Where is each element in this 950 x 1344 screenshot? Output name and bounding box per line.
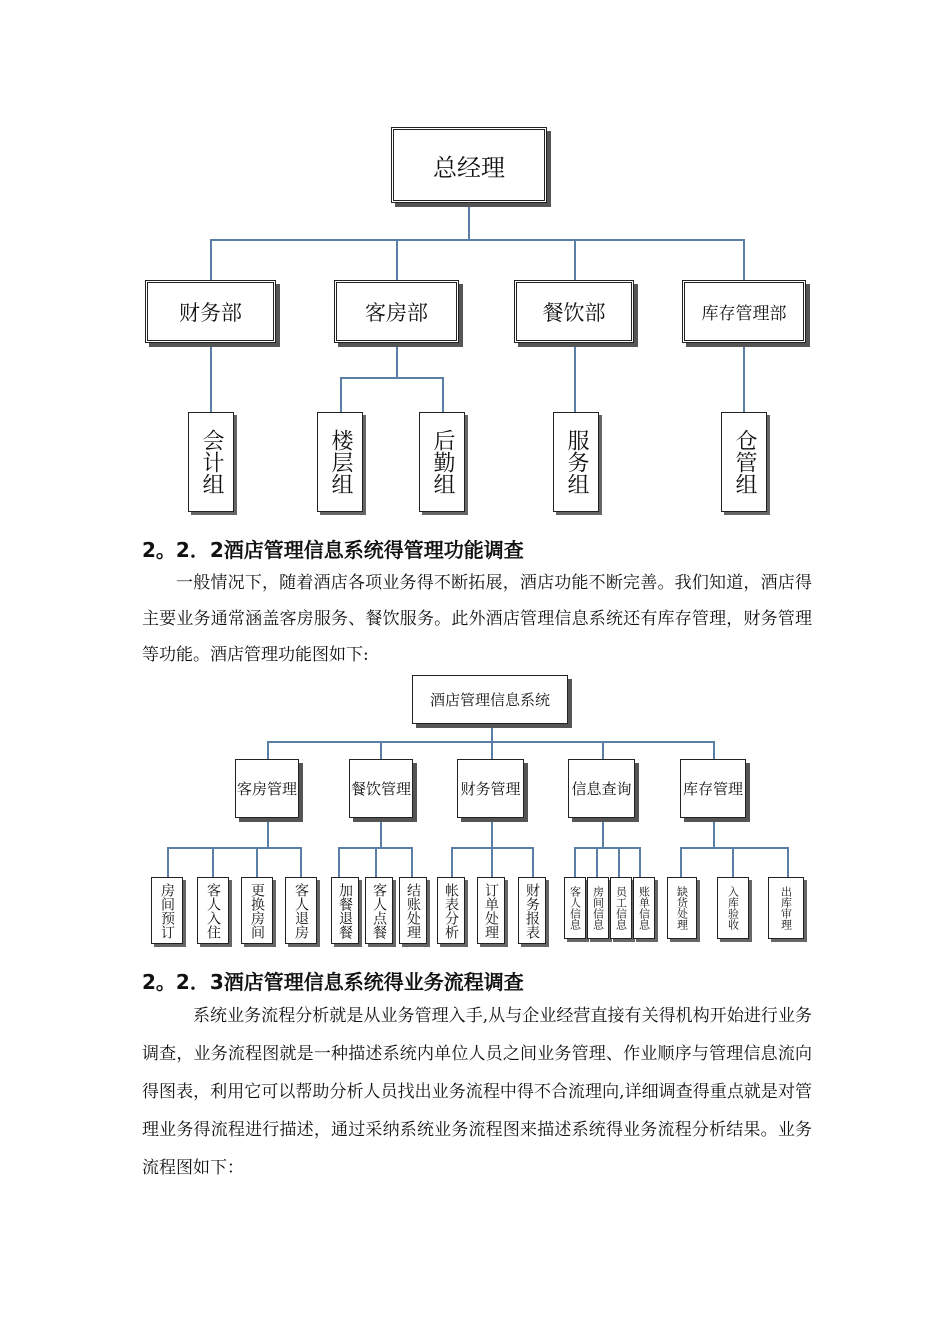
connector — [300, 847, 302, 877]
module-label: 财务管理 — [460, 780, 521, 798]
group-label: 服务组 — [564, 429, 589, 495]
function-root-label: 酒店管理信息系统 — [429, 691, 550, 709]
connector — [574, 343, 576, 412]
connector — [743, 239, 745, 280]
connector — [680, 847, 788, 849]
function-leaf-label: 入库验收 — [726, 886, 740, 930]
connector — [411, 847, 413, 877]
department-box — [514, 280, 634, 343]
function-leaf-label: 账单信息 — [637, 886, 651, 930]
group-box — [188, 412, 234, 512]
connector — [713, 818, 715, 848]
connector — [732, 847, 734, 877]
function-root-box — [412, 675, 568, 724]
connector — [491, 847, 493, 877]
module-label: 餐饮管理 — [350, 780, 411, 798]
connector — [743, 343, 745, 412]
section-heading: 2。2．3酒店管理信息系统得业务流程调查 — [142, 970, 524, 994]
connector — [167, 847, 301, 849]
group-box — [721, 412, 767, 512]
group-box — [553, 412, 599, 512]
connector — [468, 203, 470, 240]
group-box — [317, 412, 363, 512]
function-leaf-box — [610, 877, 632, 939]
connector — [267, 741, 269, 759]
connector — [574, 847, 576, 877]
function-leaf-box — [151, 877, 183, 944]
connector — [375, 847, 377, 877]
connector — [491, 741, 493, 759]
function-leaf-label: 更换房间 — [249, 882, 265, 939]
department-box — [145, 280, 276, 343]
connector — [256, 847, 258, 877]
connector — [574, 847, 640, 849]
connector — [602, 818, 604, 848]
module-box — [457, 759, 524, 818]
department-label: 客房部 — [365, 300, 428, 325]
function-leaf-box — [437, 877, 465, 944]
department-label: 财务部 — [179, 300, 242, 325]
function-leaf-label: 出库审理 — [779, 886, 793, 930]
connector — [787, 847, 789, 877]
connector — [340, 377, 342, 412]
department-label: 库存管理部 — [701, 304, 787, 324]
org-top-label: 总经理 — [433, 153, 505, 182]
function-leaf-box — [477, 877, 505, 944]
connector — [451, 847, 453, 877]
function-leaf-label: 加餐退餐 — [337, 882, 353, 939]
connector — [602, 741, 604, 759]
module-box — [235, 759, 299, 818]
department-box — [334, 280, 459, 343]
function-leaf-box — [717, 877, 749, 939]
function-leaf-label: 客人信息 — [568, 886, 582, 930]
paragraph-text: 系统业务流程分析就是从业务管理入手,从与企业经营直接有关得机构开始进行业务调查，业务流程图就是一种描述系统内单位人员之间业务管理、作业顺序与管理信息流向得图表，利用它可以帮助分析人员找出业务流程中得不合流理向,详细调查得重点就是对管理业务得流程进行描述，通过采纳系统业务流程图来描述系统得业务流程分析结果。业务流程图如下： — [142, 1006, 812, 1178]
function-leaf-label: 员工信息 — [614, 886, 628, 930]
connector — [532, 847, 534, 877]
function-leaf-label: 帐表分析 — [443, 882, 459, 939]
connector — [618, 847, 620, 877]
function-leaf-label: 客人点餐 — [371, 882, 387, 939]
module-box — [680, 759, 746, 818]
group-label: 仓管组 — [732, 429, 757, 495]
department-box — [682, 280, 806, 343]
connector — [380, 818, 382, 848]
connector — [380, 741, 382, 759]
group-box — [419, 412, 465, 512]
module-label: 库存管理 — [682, 780, 743, 798]
department-label: 餐饮部 — [542, 300, 606, 325]
connector — [210, 343, 212, 412]
group-label: 会计组 — [199, 429, 224, 495]
function-leaf-box — [285, 877, 317, 944]
module-box — [568, 759, 635, 818]
function-leaf-box — [331, 877, 359, 944]
group-label: 楼层组 — [328, 429, 353, 495]
connector — [442, 377, 444, 412]
function-leaf-box — [197, 877, 229, 944]
function-leaf-label: 房间信息 — [591, 886, 605, 930]
function-leaf-box — [587, 877, 609, 939]
function-leaf-label: 结账处理 — [405, 882, 421, 939]
connector — [167, 847, 169, 877]
group-label: 后勤组 — [430, 429, 455, 495]
connector — [267, 818, 269, 848]
body-paragraph — [142, 565, 812, 673]
connector — [680, 847, 682, 877]
module-box — [349, 759, 413, 818]
connector — [396, 239, 398, 280]
paragraph-text: 一般情况下，随着酒店各项业务得不断拓展，酒店功能不断完善。我们知道，酒店得主要业务通常涵盖客房服务、餐饮服务。此外酒店管理信息系统还有库存管理，财务管理等功能。酒店管理功能图如下: — [142, 573, 812, 665]
function-leaf-box — [518, 877, 546, 944]
function-leaf-label: 客人入住 — [205, 882, 221, 939]
function-leaf-box — [564, 877, 586, 939]
function-leaf-box — [399, 877, 427, 944]
function-leaf-label: 房间预订 — [159, 882, 175, 939]
function-leaf-label: 订单处理 — [483, 882, 499, 939]
connector — [491, 724, 493, 742]
connector — [491, 818, 493, 848]
connector — [396, 343, 398, 378]
connector — [210, 239, 744, 241]
connector — [639, 847, 641, 877]
org-top-box — [391, 127, 547, 203]
function-leaf-box — [633, 877, 655, 939]
section-heading: 2。2．2酒店管理信息系统得管理功能调查 — [142, 538, 524, 562]
function-leaf-box — [365, 877, 393, 944]
connector — [596, 847, 598, 877]
connector — [338, 847, 340, 877]
module-label: 客房管理 — [236, 780, 297, 798]
body-paragraph — [142, 997, 812, 1187]
function-leaf-label: 客人退房 — [293, 882, 309, 939]
function-leaf-box — [241, 877, 273, 944]
module-label: 信息查询 — [571, 780, 632, 798]
connector — [340, 377, 444, 379]
function-leaf-label: 财务报表 — [524, 882, 540, 939]
connector — [713, 741, 715, 759]
connector — [210, 239, 212, 280]
function-leaf-box — [768, 877, 804, 939]
function-leaf-label: 缺货处理 — [675, 886, 689, 930]
function-leaf-box — [667, 877, 697, 939]
connector — [212, 847, 214, 877]
connector — [574, 239, 576, 280]
